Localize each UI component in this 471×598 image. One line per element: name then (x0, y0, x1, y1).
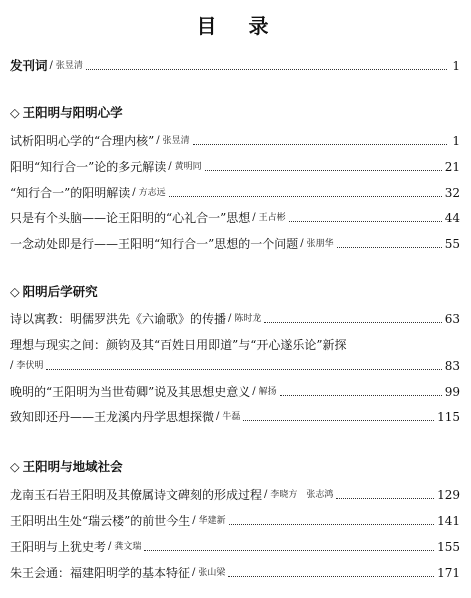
entry-page: 171 (437, 566, 460, 580)
toc-entry[interactable] (10, 309, 460, 327)
toc-entry[interactable] (10, 234, 460, 252)
entry-page: 44 (444, 211, 460, 225)
entry-author: 华建新 (198, 516, 226, 526)
entry-page: 83 (444, 359, 460, 373)
entry-separator: / (264, 489, 268, 500)
entry-author: 方志远 (138, 188, 166, 198)
diamond-icon: ◇ (10, 284, 20, 299)
dot-leader (243, 420, 434, 421)
entry-title: 理想与现实之间：颜钧及其“百姓日用即道”与“开心遂乐论”新探 (10, 338, 347, 352)
entry-page: 63 (444, 312, 460, 326)
dot-leader (205, 170, 442, 171)
section-title: 王阳明与阳明心学 (22, 105, 123, 120)
entry-separator: / (156, 135, 160, 146)
entry-author: 张昱清 (55, 61, 83, 71)
section-heading-1 (10, 104, 123, 122)
toc-entry[interactable] (10, 537, 460, 555)
entry-title: 发刊词 (10, 58, 48, 73)
dot-leader (169, 196, 442, 197)
toc-entry[interactable] (10, 511, 460, 529)
entry-title: 致知即还丹——王龙溪内丹学思想探微 (10, 410, 215, 424)
entry-page: 21 (444, 160, 460, 174)
toc-entry[interactable] (10, 407, 460, 425)
entry-title: 龙南玉石岩王阳明及其僚属诗文碑刻的形成过程 (10, 488, 263, 502)
entry-author: 陈时龙 (234, 314, 262, 324)
page-title: 目 录 (196, 14, 275, 38)
entry-separator: / (10, 360, 14, 371)
entry-title: 只是有个头脑——论王阳明的“心礼合一”思想 (10, 211, 251, 225)
dot-leader (193, 144, 447, 145)
entry-author: 牛磊 (222, 412, 241, 422)
toc-entry-continuation[interactable] (10, 356, 460, 374)
entry-author: 解扬 (258, 387, 277, 397)
dot-leader (289, 221, 442, 222)
entry-separator: / (192, 567, 196, 578)
toc-entry[interactable] (10, 485, 460, 503)
section-title: 王阳明与地域社会 (22, 459, 123, 474)
entry-separator: / (192, 515, 196, 526)
entry-page: 32 (444, 186, 460, 200)
entry-author: 龚文瑞 (114, 542, 142, 552)
dot-leader (228, 576, 434, 577)
entry-title: 试析阳明心学的“合理内核” (10, 134, 155, 148)
section-heading-2 (10, 283, 98, 301)
entry-page: 1 (452, 134, 460, 148)
diamond-icon: ◇ (10, 105, 20, 120)
toc-entry[interactable] (10, 208, 460, 226)
entry-author: 李伏明 (16, 361, 44, 371)
entry-separator: / (300, 238, 304, 249)
entry-author: 张朋华 (306, 239, 334, 249)
toc-entry[interactable] (10, 382, 460, 400)
toc-entry[interactable] (10, 157, 460, 175)
entry-separator: / (49, 60, 53, 71)
dot-leader (86, 69, 447, 70)
toc-entry[interactable] (10, 563, 460, 581)
entry-page: 99 (444, 385, 460, 399)
toc-entry[interactable] (10, 131, 460, 149)
dot-leader (229, 524, 434, 525)
entry-separator: / (132, 187, 136, 198)
entry-separator: / (108, 541, 112, 552)
toc-entry-wrapped[interactable] (10, 335, 460, 353)
entry-separator: / (252, 212, 256, 223)
entry-title: “知行合一”的阳明解读 (10, 186, 131, 200)
entry-title: 阳明“知行合一”论的多元解读 (10, 160, 167, 174)
entry-separator: / (168, 161, 172, 172)
section-title: 阳明后学研究 (22, 284, 98, 299)
entry-separator: / (252, 386, 256, 397)
entry-author: 张昱清 (162, 136, 190, 146)
entry-title: 朱王会通：福建阳明学的基本特征 (10, 566, 191, 580)
dot-leader (336, 498, 434, 499)
dot-leader (264, 322, 441, 323)
entry-title: 诗以寓教：明儒罗洪先《六谕歌》的传播 (10, 312, 227, 326)
dot-leader (46, 369, 441, 370)
entry-page: 155 (437, 540, 460, 554)
toc-entry[interactable] (10, 183, 460, 201)
entry-title: 一念动处即是行——王阳明“知行合一”思想的一个问题 (10, 237, 299, 251)
entry-author: 王占彬 (258, 213, 286, 223)
entry-separator: / (228, 313, 232, 324)
entry-page: 115 (437, 410, 460, 424)
entry-page: 55 (444, 237, 460, 251)
entry-author: 李晓方 张志鸿 (270, 490, 334, 500)
entry-page: 1 (452, 59, 460, 73)
toc-entry-foreword[interactable] (10, 56, 460, 74)
dot-leader (280, 395, 442, 396)
entry-separator: / (216, 411, 220, 422)
diamond-icon: ◇ (10, 459, 20, 474)
entry-page: 129 (437, 488, 460, 502)
entry-author: 黄明同 (174, 162, 202, 172)
entry-page: 141 (437, 514, 460, 528)
section-heading-3 (10, 458, 123, 476)
dot-leader (144, 550, 434, 551)
entry-title: 王阳明出生处“瑞云楼”的前世今生 (10, 514, 191, 528)
entry-author: 张山梁 (198, 568, 226, 578)
dot-leader (337, 247, 442, 248)
entry-title: 王阳明与上犹史考 (10, 540, 107, 554)
entry-title: 晚明的“王阳明为当世荀卿”说及其思想史意义 (10, 385, 251, 399)
